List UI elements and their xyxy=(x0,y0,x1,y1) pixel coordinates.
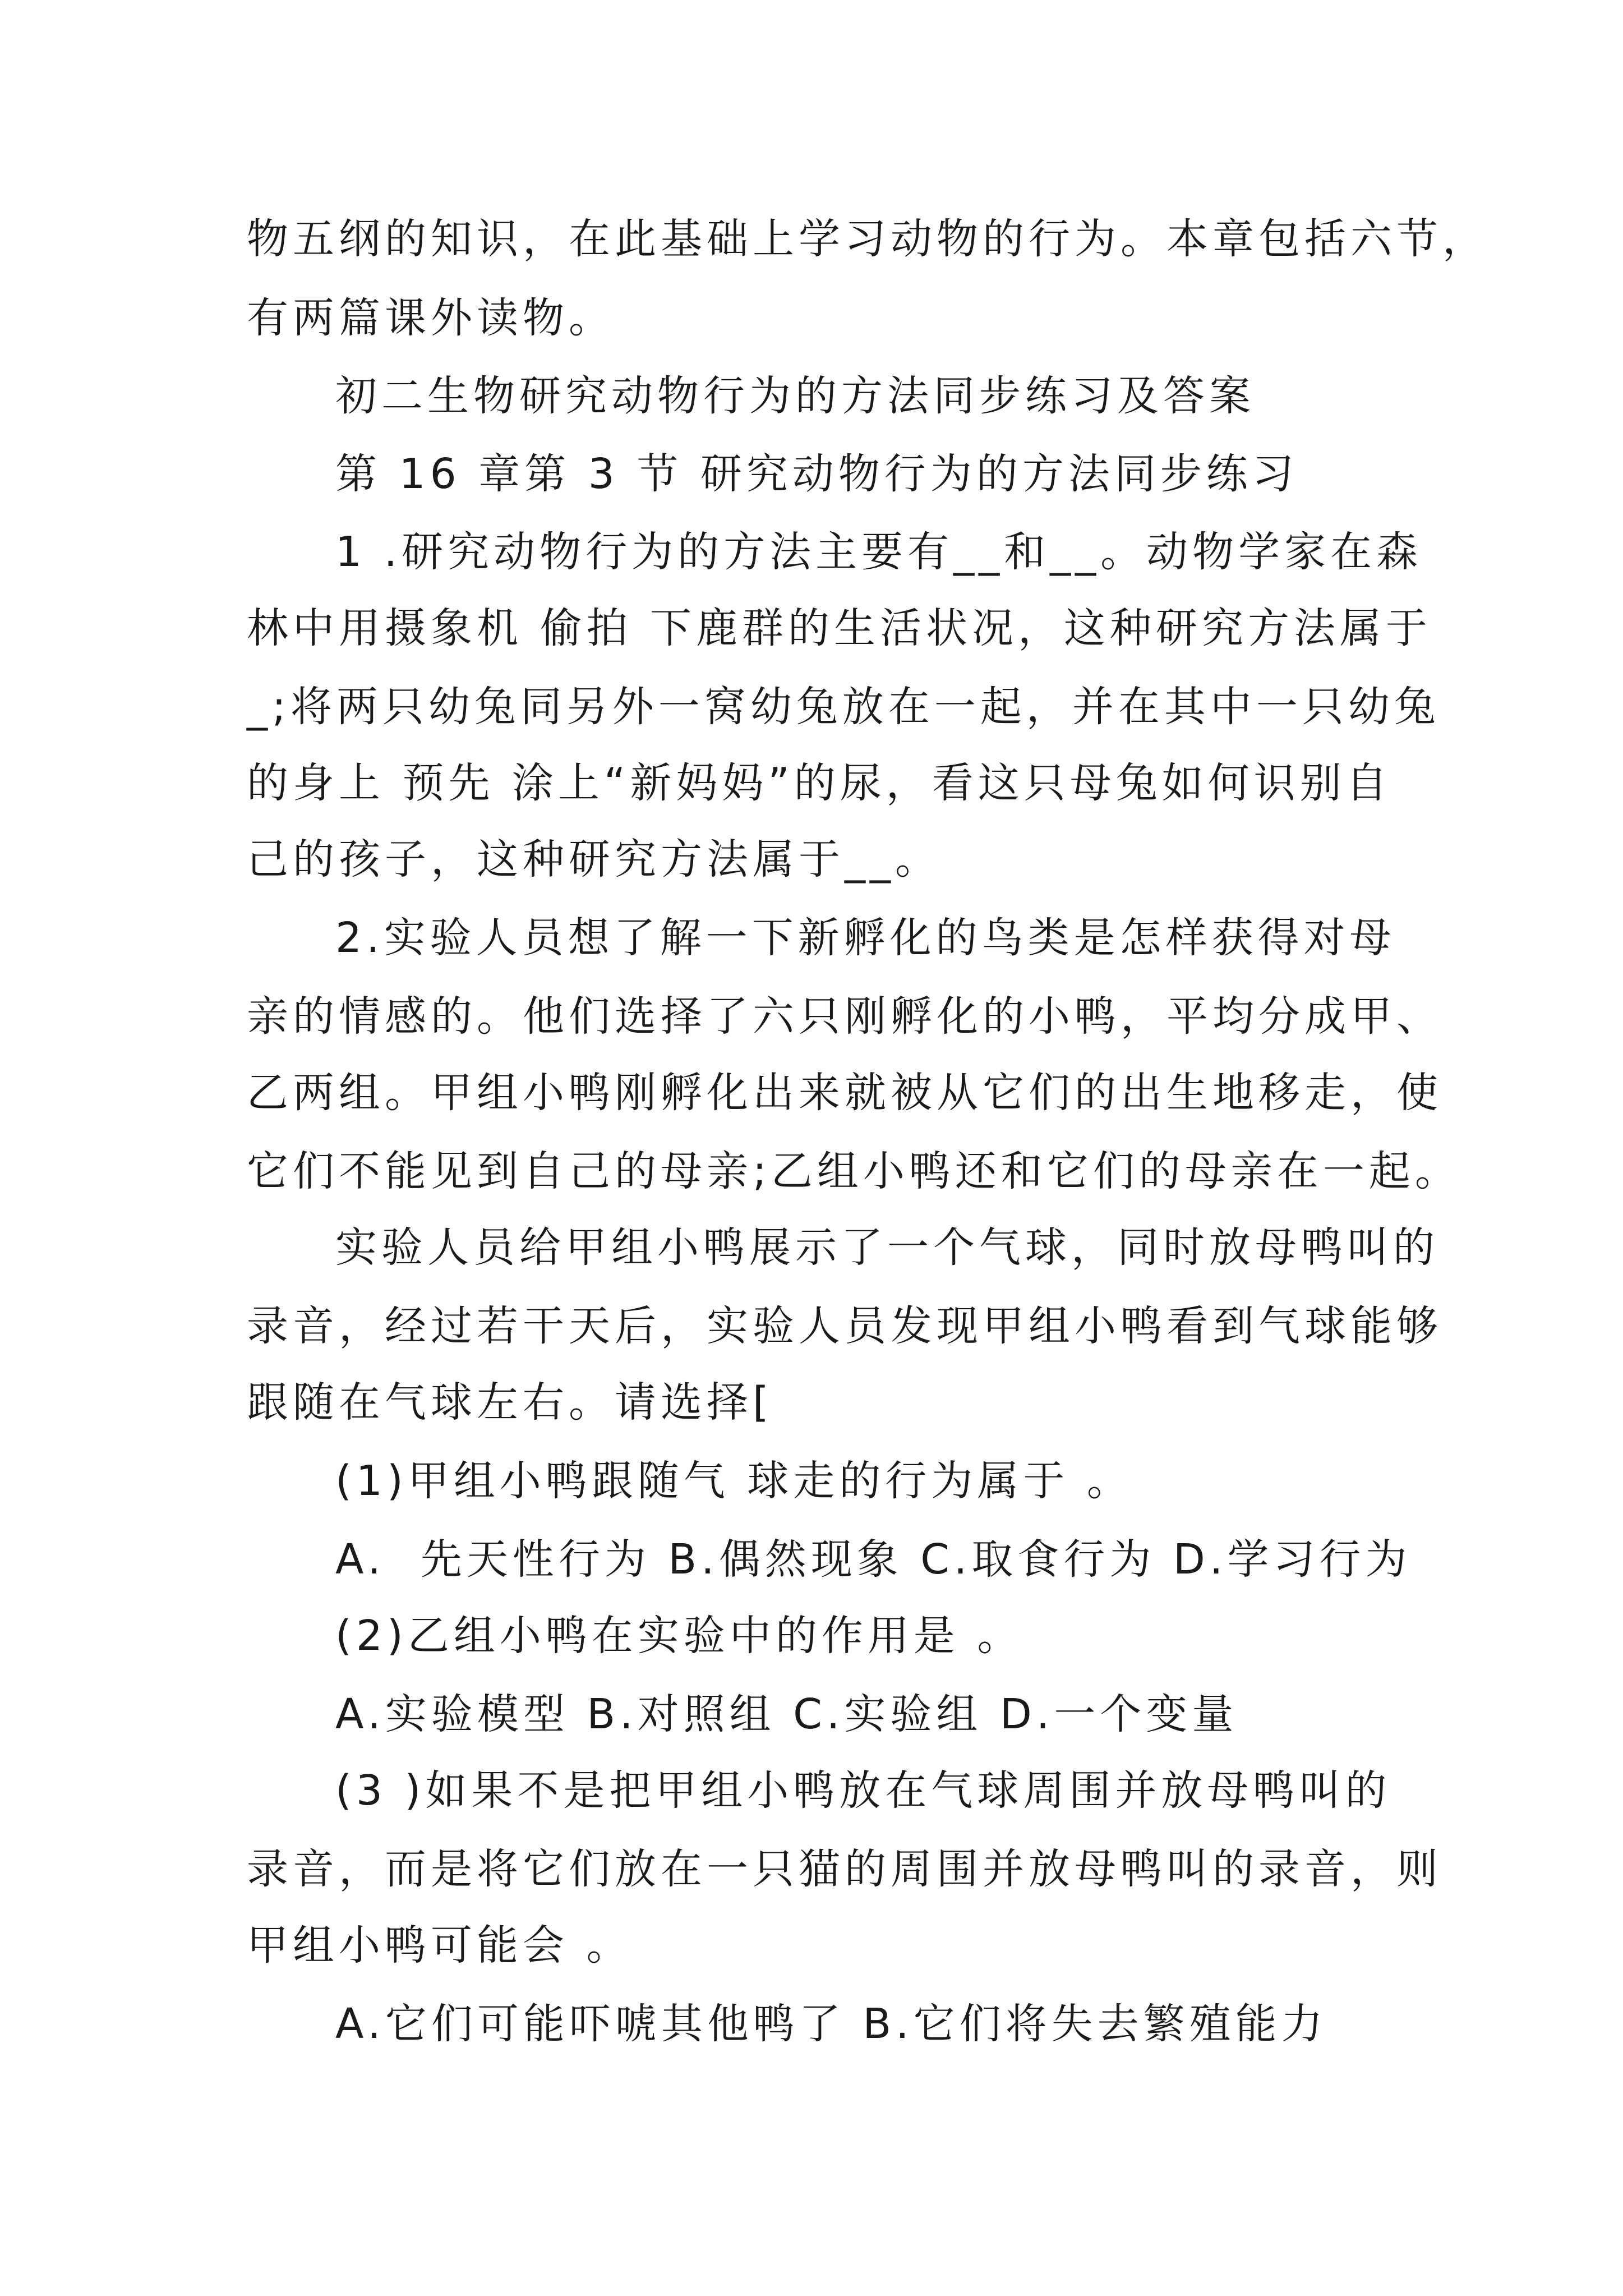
sub-question-3-options: A.它们可能吓唬其他鸭了 B.它们将失去繁殖能力 xyxy=(335,2000,1327,2048)
question-1-line: 林中用摄象机 偷拍 下鹿群的生活状况，这种研究方法属于 xyxy=(247,604,1432,652)
sub-question-1: (1)甲组小鸭跟随气 球走的行为属于 。 xyxy=(335,1457,1133,1505)
sub-question-2: (2)乙组小鸭在实验中的作用是 。 xyxy=(335,1612,1023,1660)
sub-question-3-line: 录音，而是将它们放在一只猫的周围并放母鸭叫的录音，则 xyxy=(247,1845,1442,1893)
intro-line: 有两篇课外读物。 xyxy=(247,294,615,342)
question-2-line: 它们不能见到自己的母亲;乙组小鸭还和它们的母亲在一起。 xyxy=(247,1147,1461,1195)
document-title: 初二生物研究动物行为的方法同步练习及答案 xyxy=(335,372,1255,420)
question-1-line: _;将两只幼兔同另外一窝幼兔放在一起，并在其中一只幼兔 xyxy=(247,683,1440,731)
sub-question-1-options: A. 先天性行为 B.偶然现象 C.取食行为 D.学习行为 xyxy=(335,1535,1412,1584)
question-1-line: 1 .研究动物行为的方法主要有__和__。动物学家在森 xyxy=(335,528,1423,576)
question-1-line: 的身上 预先 涂上“新妈妈”的尿，看这只母兔如何识别自 xyxy=(247,759,1392,807)
sub-question-3-line: (3 )如果不是把甲组小鸭放在气球周围并放母鸭叫的 xyxy=(335,1766,1391,1815)
question-2-line: 2.实验人员想了解一下新孵化的鸟类是怎样获得对母 xyxy=(335,914,1396,962)
question-1-line: 己的孩子，这种研究方法属于__。 xyxy=(247,835,941,884)
question-2-context-line: 实验人员给甲组小鸭展示了一个气球，同时放母鸭叫的 xyxy=(335,1223,1439,1272)
sub-question-2-options: A.实验模型 B.对照组 C.实验组 D.一个变量 xyxy=(335,1690,1238,1738)
sub-question-3-line: 甲组小鸭可能会 。 xyxy=(247,1921,633,1970)
section-subtitle: 第 16 章第 3 节 研究动物行为的方法同步练习 xyxy=(335,450,1298,498)
question-2-line: 乙两组。甲组小鸭刚孵化出来就被从它们的出生地移走，使 xyxy=(247,1069,1442,1117)
question-2-context-line: 录音，经过若干天后，实验人员发现甲组小鸭看到气球能够 xyxy=(247,1302,1442,1350)
question-2-line: 亲的情感的。他们选择了六只刚孵化的小鸭，平均分成甲、 xyxy=(247,992,1442,1041)
question-2-context-line: 跟随在气球左右。请选择[ xyxy=(247,1378,773,1427)
intro-line: 物五纲的知识，在此基础上学习动物的行为。本章包括六节， xyxy=(247,215,1488,263)
